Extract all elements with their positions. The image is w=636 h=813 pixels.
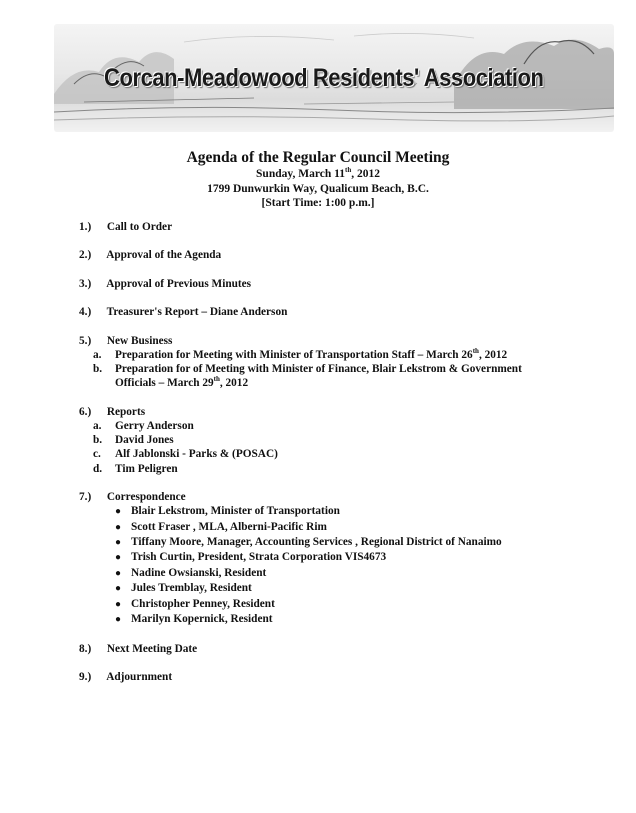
item-label: Adjournment [106, 670, 173, 683]
sub-item [79, 348, 599, 362]
item-number: 3.) [79, 277, 92, 290]
bullet-icon: ● [115, 521, 122, 533]
agenda-list [79, 220, 599, 684]
item-label: Next Meeting Date [106, 642, 198, 655]
agenda-item [79, 248, 599, 262]
correspondence-item: ● Tiffany Moore, Manager, Accounting Services , Regional District of Nanaimo [79, 535, 599, 550]
sub-item [79, 362, 599, 376]
correspondence-item: ● Marilyn Kopernick, Resident [79, 612, 599, 627]
item-number: 4.) [79, 306, 92, 319]
correspondence-item: ● Jules Tremblay, Resident [79, 581, 599, 596]
meeting-header [0, 148, 636, 211]
agenda-item [79, 670, 599, 684]
correspondence-item: ● Christopher Penney, Resident [79, 597, 599, 612]
meeting-date: Sunday, March 11th, 2012 [256, 166, 380, 180]
letterhead-banner [54, 24, 614, 132]
item-label: Call to Order [106, 221, 173, 233]
agenda-item [79, 490, 599, 504]
agenda-item [79, 305, 599, 319]
bullet-icon: ● [115, 552, 122, 564]
item-label: Approval of the Agenda [106, 249, 222, 262]
sub-item: a. Gerry Anderson [93, 420, 194, 433]
sub-item: d. Tim Peligren [93, 462, 178, 475]
item-number: 8.) [79, 642, 92, 655]
meeting-address: 1799 Dunwurkin Way, Qualicum Beach, B.C. [207, 182, 429, 195]
agenda-item [79, 277, 599, 291]
item-number: 1.) [79, 221, 92, 233]
item-label: Treasurer's Report – Diane Anderson [106, 306, 288, 319]
bullet-icon: ● [115, 567, 122, 579]
correspondence-item: ● Blair Lekstrom, Minister of Transportation [79, 504, 599, 519]
item-number: 2.) [79, 249, 92, 262]
item-number: 7.) [79, 490, 92, 503]
bullet-icon: ● [115, 598, 122, 610]
item-number: 9.) [79, 670, 92, 683]
item-number: 5.) [79, 334, 92, 347]
agenda-item [79, 334, 599, 348]
correspondence-item: ● Nadine Owsianski, Resident [79, 566, 599, 581]
meeting-title: Agenda of the Regular Council Meeting [186, 149, 450, 166]
correspondence-item: ● Scott Fraser , MLA, Alberni-Pacific Rim [79, 520, 599, 535]
sub-text: Preparation for Meeting with Minister of Transportation Staff – March 26th, 2012 [115, 347, 508, 362]
item-label: New Business [106, 334, 173, 347]
sub-item: b. David Jones [93, 434, 174, 447]
bullet-icon: ● [115, 614, 122, 626]
sub-letter: a. [93, 349, 102, 362]
agenda-item [79, 405, 599, 419]
agenda-item [79, 220, 599, 234]
item-label: Correspondence [106, 490, 186, 503]
agenda-item [79, 642, 599, 656]
bullet-icon: ● [115, 583, 122, 595]
sub-letter: b. [93, 363, 103, 376]
sub-item: c. Alf Jablonski - Parks & (POSAC) [93, 448, 278, 461]
bullet-icon: ● [115, 506, 122, 518]
correspondence-item: ● Trish Curtin, President, Strata Corporation VIS4673 [79, 550, 599, 565]
item-number: 6.) [79, 405, 92, 418]
item-label: Approval of Previous Minutes [106, 277, 252, 290]
bullet-icon: ● [115, 537, 122, 549]
sub-text: Preparation for of Meeting with Minister of Finance, Blair Lekstrom & Government [115, 363, 522, 376]
meeting-start-time: [Start Time: 1:00 p.m.] [261, 197, 375, 209]
sub-item-continuation: Officials – March 29th, 2012 [115, 375, 249, 390]
item-label: Reports [106, 405, 146, 418]
association-name: Corcan-Meadowood Residents' Association [104, 64, 544, 92]
